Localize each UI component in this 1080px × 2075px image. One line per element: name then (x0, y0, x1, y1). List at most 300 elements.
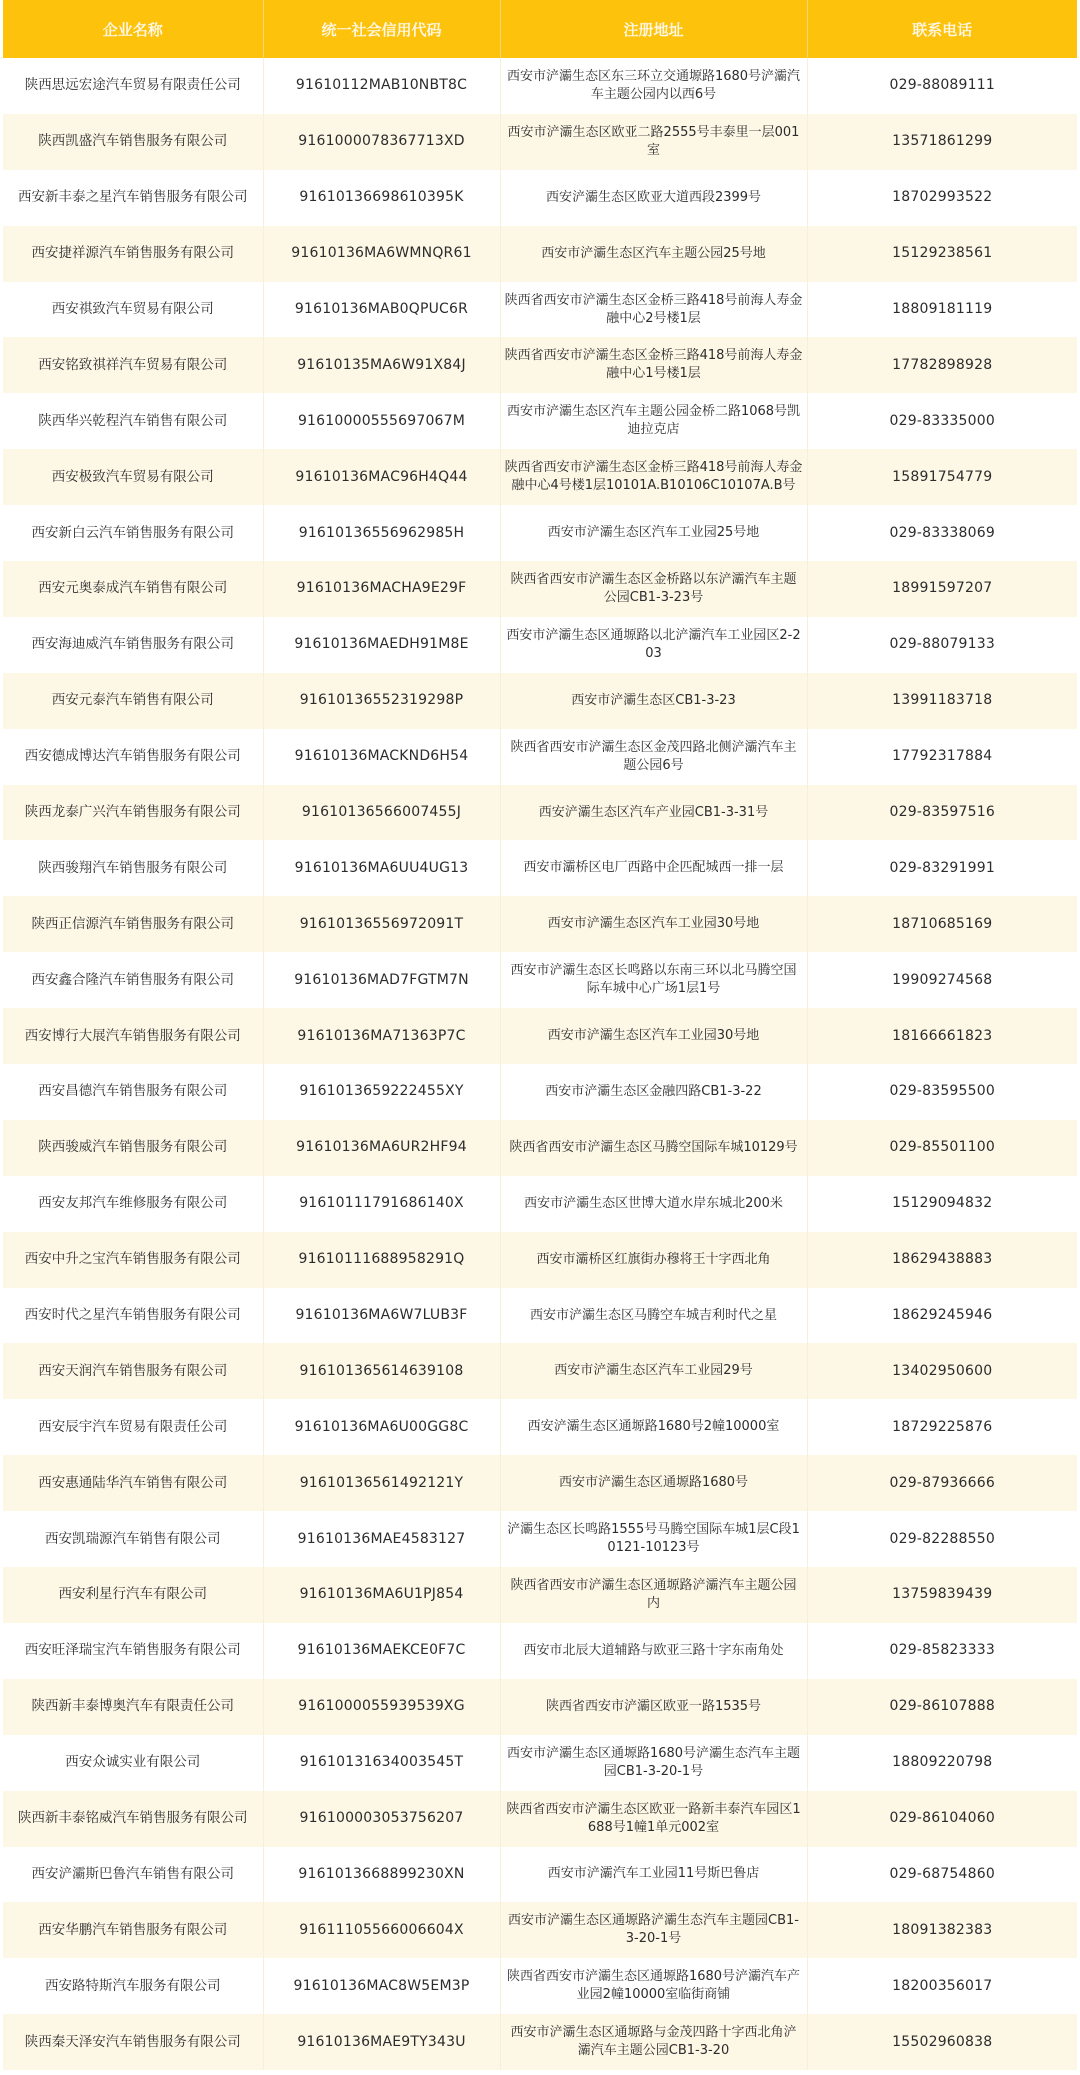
address-cell-text: 西安浐灞生态区通塬路1680号2幢10000室 (527, 1419, 780, 1435)
credit-code-cell (263, 952, 500, 1008)
table-header (3, 0, 1077, 58)
phone-cell (807, 673, 1077, 729)
phone-cell-text: 15129094832 (892, 1195, 993, 1212)
address-cell-text: 陕西省西安市浐灞区欧亚一路1535号 (545, 1698, 762, 1714)
credit-code-cell-text: 9161013668899230XN (298, 1865, 465, 1882)
company-name-cell (3, 1288, 263, 1344)
phone-cell (807, 1735, 1077, 1791)
company-name-cell-text: 西安昌德汽车销售服务有限公司 (38, 1083, 228, 1100)
table-row (3, 840, 1077, 896)
table-row (3, 1623, 1077, 1679)
address-cell (500, 896, 807, 952)
table-row (3, 1008, 1077, 1064)
credit-code-cell-text: 91610136566007455J (301, 804, 462, 821)
phone-cell (807, 1399, 1077, 1455)
phone-cell (807, 840, 1077, 896)
address-cell-text: 西安市浐灞生态区通塬路1680号 (558, 1475, 749, 1491)
credit-code-cell-text: 9161000078367713XD (298, 133, 465, 150)
address-cell (500, 58, 807, 114)
phone-cell-text: 17792317884 (892, 748, 993, 765)
company-name-cell (3, 1623, 263, 1679)
phone-cell-text: 029-88089111 (889, 77, 995, 94)
phone-cell (807, 282, 1077, 338)
credit-code-cell-text: 91610136MA6U00GG8C (294, 1418, 469, 1435)
company-name-cell (3, 1343, 263, 1399)
company-name-cell-text: 西安辰宇汽车贸易有限责任公司 (38, 1418, 228, 1435)
credit-code-cell-text: 91610136MAC8W5EM3P (293, 1977, 470, 1994)
credit-code-cell-text: 91610111791686140X (299, 1195, 464, 1212)
credit-code-cell-text: 91610136MACKND6H54 (294, 748, 469, 765)
phone-cell (807, 58, 1077, 114)
credit-code-cell (263, 617, 500, 673)
address-cell-text: 陕西省西安市浐灞生态区金桥路以东浐灞汽车主题公园CB1-3-23号 (510, 571, 797, 605)
company-name-cell (3, 1567, 263, 1623)
phone-cell-text: 18710685169 (892, 915, 993, 932)
table-row (3, 505, 1077, 561)
address-cell (500, 561, 807, 617)
credit-code-cell-text: 916100003053756207 (299, 1810, 464, 1827)
phone-cell (807, 1511, 1077, 1567)
address-cell (500, 673, 807, 729)
credit-code-cell-text: 91610136MAEDH91M8E (294, 636, 469, 653)
company-name-cell-text: 西安旺泽瑞宝汽车销售服务有限公司 (24, 1642, 241, 1659)
address-cell (500, 952, 807, 1008)
phone-cell (807, 226, 1077, 282)
phone-cell-text: 17782898928 (892, 356, 993, 373)
header-address: 注册地址 (500, 0, 807, 58)
company-name-cell-text: 西安中升之宝汽车销售服务有限公司 (24, 1251, 241, 1268)
table-row (3, 2014, 1077, 2070)
company-name-cell-text: 西安友邦汽车维修服务有限公司 (38, 1195, 228, 1212)
phone-cell (807, 1064, 1077, 1120)
phone-cell-text: 13571861299 (892, 133, 993, 150)
table-row (3, 1511, 1077, 1567)
header-credit-code: 统一社会信用代码 (263, 0, 500, 58)
address-cell (500, 1120, 807, 1176)
phone-cell-text: 18702993522 (892, 189, 993, 206)
address-cell-text: 西安市浐灞生态区马腾空车城吉利时代之星 (529, 1307, 777, 1323)
address-cell-text: 西安市浐灞生态区汽车工业园30号地 (547, 916, 760, 932)
address-cell (500, 282, 807, 338)
phone-cell (807, 2014, 1077, 2070)
company-name-cell (3, 952, 263, 1008)
phone-cell-text: 029-87936666 (889, 1474, 995, 1491)
address-cell (500, 1735, 807, 1791)
address-cell-text: 陕西省西安市浐灞生态区金茂四路北侧浐灞汽车主题公园6号 (510, 739, 797, 773)
phone-cell (807, 617, 1077, 673)
credit-code-cell (263, 840, 500, 896)
credit-code-cell-text: 91610136MA6UU4UG13 (294, 859, 469, 876)
company-name-cell-text: 陕西凯盛汽车销售服务有限公司 (38, 133, 228, 150)
address-cell (500, 1008, 807, 1064)
phone-cell (807, 561, 1077, 617)
credit-code-cell (263, 170, 500, 226)
table-row (3, 1064, 1077, 1120)
credit-code-cell-text: 9161000055939539XG (298, 1698, 465, 1715)
phone-cell (807, 1120, 1077, 1176)
credit-code-cell-text: 91610136MA6W7LUB3F (295, 1307, 468, 1324)
company-name-cell (3, 617, 263, 673)
address-cell (500, 1623, 807, 1679)
phone-cell (807, 896, 1077, 952)
table-row (3, 1399, 1077, 1455)
company-name-cell-text: 西安祺致汽车贸易有限公司 (51, 301, 214, 317)
company-name-cell-text: 陕西新丰泰铭威汽车销售服务有限公司 (18, 1810, 248, 1827)
company-name-cell-text: 陕西骏翔汽车销售服务有限公司 (38, 859, 228, 876)
address-cell (500, 617, 807, 673)
credit-code-cell (263, 2014, 500, 2070)
company-name-cell-text: 西安华鹏汽车销售服务有限公司 (38, 1921, 228, 1938)
phone-cell (807, 170, 1077, 226)
table-row (3, 1791, 1077, 1847)
credit-code-cell (263, 1343, 500, 1399)
table-row (3, 1288, 1077, 1344)
credit-code-cell (263, 505, 500, 561)
company-name-cell-text: 陕西正信源汽车销售服务有限公司 (31, 915, 234, 932)
credit-code-cell (263, 1791, 500, 1847)
phone-cell-text: 029-82288550 (889, 1530, 995, 1547)
address-cell-text: 西安市浐灞生态区欧亚二路2555号丰泰里一层001室 (507, 124, 800, 158)
company-name-cell (3, 1679, 263, 1735)
address-cell-text: 陕西省西安市浐灞生态区金桥三路418号前海人寿金融中心1号楼1层 (504, 348, 803, 382)
phone-cell (807, 1902, 1077, 1958)
credit-code-cell-text: 91611105566006604X (299, 1921, 464, 1938)
address-cell-text: 西安市浐灞生态区汽车主题公园25号地 (541, 245, 766, 261)
header-company-name: 企业名称 (3, 0, 263, 58)
company-name-cell (3, 226, 263, 282)
credit-code-cell (263, 226, 500, 282)
credit-code-cell (263, 1455, 500, 1511)
company-name-cell-text: 西安天润汽车销售服务有限公司 (38, 1362, 228, 1379)
phone-cell-text: 18991597207 (892, 580, 993, 597)
credit-code-cell (263, 1064, 500, 1120)
address-cell (500, 505, 807, 561)
address-cell (500, 729, 807, 785)
credit-code-cell-text: 916101365614639108 (299, 1362, 464, 1379)
company-name-cell (3, 785, 263, 841)
credit-code-cell (263, 1176, 500, 1232)
address-cell (500, 840, 807, 896)
credit-code-cell (263, 393, 500, 449)
table-row (3, 1735, 1077, 1791)
address-cell (500, 1791, 807, 1847)
company-name-cell (3, 337, 263, 393)
company-name-cell (3, 729, 263, 785)
company-name-cell-text: 陕西华兴乾程汽车销售有限公司 (38, 412, 228, 429)
credit-code-cell-text: 91610136MAEKCE0F7C (297, 1642, 466, 1659)
phone-cell (807, 393, 1077, 449)
table-row (3, 1847, 1077, 1903)
credit-code-cell-text: 9161013659222455XY (299, 1083, 464, 1100)
address-cell-text: 西安市灞桥区红旗街办穆将王十字西北角 (536, 1251, 771, 1267)
phone-cell (807, 114, 1077, 170)
phone-cell-text: 029-83595500 (889, 1083, 995, 1100)
address-cell-text: 西安市浐灞生态区汽车工业园25号地 (547, 525, 760, 541)
company-name-cell (3, 1958, 263, 2014)
table-row (3, 1567, 1077, 1623)
company-name-cell (3, 1511, 263, 1567)
credit-code-cell-text: 91610136MAD7FGTM7N (294, 971, 469, 988)
address-cell-text: 西安市浐灞生态区通塬路1680号浐灞生态汽车主题园CB1-3-20-1号 (506, 1745, 801, 1779)
company-name-cell-text: 西安铭致祺祥汽车贸易有限公司 (38, 356, 228, 373)
company-name-cell-text: 陕西龙泰广兴汽车销售服务有限公司 (24, 804, 241, 821)
company-name-cell (3, 1120, 263, 1176)
credit-code-cell (263, 1120, 500, 1176)
table-row (3, 673, 1077, 729)
phone-cell-text: 18729225876 (892, 1418, 993, 1435)
company-name-cell (3, 1008, 263, 1064)
address-cell-text: 西安市浐灞生态区世博大道水岸东城北200米 (524, 1195, 783, 1211)
address-cell-text: 西安市浐灞生态区汽车工业园29号 (554, 1363, 753, 1379)
phone-cell-text: 18166661823 (892, 1027, 993, 1044)
credit-code-cell-text: 91610136MAE4583127 (297, 1530, 466, 1547)
credit-code-cell-text: 91610136MAB0QPUC6R (294, 301, 469, 317)
credit-code-cell (263, 58, 500, 114)
company-name-cell-text: 西安德成博达汽车销售服务有限公司 (24, 748, 241, 765)
phone-cell (807, 785, 1077, 841)
credit-code-cell-text: 91610136561492121Y (299, 1474, 464, 1491)
company-name-cell (3, 1399, 263, 1455)
phone-cell (807, 1176, 1077, 1232)
credit-code-cell-text: 91610135MA6W91X84J (297, 356, 466, 373)
address-cell (500, 114, 807, 170)
credit-code-cell-text: 91610112MAB10NBT8C (295, 77, 468, 94)
company-name-cell (3, 1232, 263, 1288)
credit-code-cell-text: 91610136MA6UR2HF94 (296, 1139, 467, 1156)
phone-cell-text: 18629245946 (892, 1307, 993, 1324)
credit-code-cell (263, 1679, 500, 1735)
company-name-cell-text: 西安新白云汽车销售服务有限公司 (31, 524, 234, 541)
company-name-cell (3, 58, 263, 114)
phone-cell-text: 029-83335000 (889, 412, 995, 429)
address-cell (500, 1064, 807, 1120)
company-name-cell-text: 西安路特斯汽车服务有限公司 (45, 1977, 221, 1994)
address-cell (500, 1679, 807, 1735)
table-row (3, 1455, 1077, 1511)
table-row (3, 1120, 1077, 1176)
company-name-cell-text: 西安鑫合隆汽车销售服务有限公司 (31, 971, 234, 988)
table-body (3, 58, 1077, 2070)
company-name-cell (3, 282, 263, 338)
company-name-cell (3, 505, 263, 561)
table-row (3, 393, 1077, 449)
company-name-cell-text: 西安时代之星汽车销售服务有限公司 (24, 1307, 241, 1324)
company-name-cell (3, 393, 263, 449)
table-row (3, 617, 1077, 673)
company-name-cell (3, 1176, 263, 1232)
credit-code-cell (263, 1232, 500, 1288)
phone-cell-text: 13402950600 (892, 1362, 993, 1379)
phone-cell-text: 029-85501100 (889, 1139, 995, 1156)
credit-code-cell (263, 1288, 500, 1344)
address-cell (500, 1902, 807, 1958)
company-name-cell (3, 2014, 263, 2070)
table-row (3, 114, 1077, 170)
address-cell (500, 170, 807, 226)
phone-cell-text: 18809181119 (892, 301, 993, 317)
company-name-cell-text: 西安浐灞斯巴鲁汽车销售有限公司 (31, 1865, 234, 1882)
phone-cell (807, 1343, 1077, 1399)
company-name-cell (3, 673, 263, 729)
address-cell (500, 2014, 807, 2070)
company-name-cell (3, 1847, 263, 1903)
phone-cell (807, 449, 1077, 505)
phone-cell (807, 505, 1077, 561)
company-name-cell-text: 西安海迪威汽车销售服务有限公司 (31, 636, 234, 653)
credit-code-cell (263, 1623, 500, 1679)
credit-code-cell-text: 91610136MACHA9E29F (296, 580, 467, 597)
phone-cell (807, 1008, 1077, 1064)
address-cell (500, 226, 807, 282)
phone-cell-text: 029-88079133 (889, 636, 995, 653)
address-cell-text: 陕西省西安市浐灞生态区通塬路浐灞汽车主题公园内 (510, 1577, 797, 1611)
address-cell-text: 西安市北辰大道辅路与欧亚三路十字东南角处 (523, 1642, 784, 1658)
company-name-cell (3, 1735, 263, 1791)
address-cell-text: 西安市浐灞生态区长鸣路以东南三环以北马腾空国际车城中心广场1层1号 (510, 963, 797, 997)
dealer-table (3, 0, 1077, 2070)
phone-cell (807, 1567, 1077, 1623)
company-name-cell (3, 1902, 263, 1958)
credit-code-cell-text: 91610131634003545T (299, 1754, 464, 1771)
company-name-cell (3, 1791, 263, 1847)
phone-cell (807, 337, 1077, 393)
phone-cell (807, 1232, 1077, 1288)
credit-code-cell-text: 91610136MA6WMNQR61 (291, 245, 472, 262)
address-cell (500, 1567, 807, 1623)
table-row (3, 1958, 1077, 2014)
table-row (3, 170, 1077, 226)
address-cell (500, 785, 807, 841)
phone-cell (807, 1679, 1077, 1735)
table-row (3, 785, 1077, 841)
credit-code-cell (263, 1958, 500, 2014)
credit-code-cell (263, 114, 500, 170)
address-cell (500, 1343, 807, 1399)
address-cell-text: 西安市浐灞生态区东三环立交通塬路1680号浐灞汽车主题公园内以西6号 (506, 68, 801, 102)
company-name-cell (3, 561, 263, 617)
address-cell (500, 1176, 807, 1232)
company-name-cell-text: 陕西新丰泰博奥汽车有限责任公司 (31, 1698, 234, 1715)
phone-cell (807, 1288, 1077, 1344)
credit-code-cell (263, 1511, 500, 1567)
company-name-cell-text: 西安元奥泰成汽车销售有限公司 (38, 580, 228, 597)
table-row (3, 1343, 1077, 1399)
phone-cell-text: 15129238561 (892, 245, 993, 262)
table-row (3, 1176, 1077, 1232)
credit-code-cell-text: 91610136MAC96H4Q44 (295, 468, 468, 485)
table-row (3, 1902, 1077, 1958)
company-name-cell-text: 西安利星行汽车有限公司 (58, 1586, 207, 1603)
address-cell-text: 西安市浐灞生态区通塬路浐灞生态汽车主题园CB1-3-20-1号 (508, 1913, 799, 1947)
company-name-cell (3, 896, 263, 952)
address-cell-text: 陕西省西安市浐灞生态区马腾空国际车城10129号 (509, 1139, 798, 1155)
company-name-cell-text: 西安极致汽车贸易有限公司 (51, 468, 214, 485)
address-cell-text: 西安市浐灞生态区汽车主题公园金桥二路1068号凯迪拉克店 (506, 404, 801, 438)
company-name-cell-text: 西安众诚实业有限公司 (65, 1754, 201, 1771)
phone-cell (807, 1847, 1077, 1903)
credit-code-cell (263, 673, 500, 729)
phone-cell-text: 15891754779 (892, 468, 993, 485)
table-row (3, 226, 1077, 282)
phone-cell-text: 029-86107888 (889, 1698, 995, 1715)
address-cell (500, 1958, 807, 2014)
phone-cell (807, 952, 1077, 1008)
company-name-cell-text: 西安新丰泰之星汽车销售服务有限公司 (18, 189, 248, 206)
company-name-cell-text: 陕西骏威汽车销售服务有限公司 (38, 1139, 228, 1156)
address-cell-text: 西安浐灞生态区汽车产业园CB1-3-31号 (538, 804, 769, 820)
table-row (3, 337, 1077, 393)
table-row (3, 896, 1077, 952)
company-name-cell (3, 114, 263, 170)
credit-code-cell (263, 729, 500, 785)
address-cell-text: 西安市浐灞生态区通塬路以北浐灞汽车工业园区2-203 (506, 627, 801, 661)
company-name-cell-text: 陕西思远宏途汽车贸易有限责任公司 (24, 77, 241, 94)
credit-code-cell (263, 1847, 500, 1903)
credit-code-cell-text: 91610136556972091T (299, 915, 464, 932)
address-cell (500, 449, 807, 505)
credit-code-cell-text: 91610136698610395K (299, 189, 464, 206)
phone-cell-text: 029-68754860 (889, 1865, 995, 1882)
address-cell-text: 陕西省西安市浐灞生态区金桥三路418号前海人寿金融中心4号楼1层10101A.B10106C10107A.B号 (504, 460, 803, 494)
phone-cell-text: 029-83338069 (889, 524, 995, 541)
phone-cell-text: 029-85823333 (889, 1642, 995, 1659)
phone-cell-text: 13991183718 (892, 692, 993, 709)
company-name-cell-text: 西安惠通陆华汽车销售有限公司 (38, 1474, 228, 1491)
phone-cell (807, 729, 1077, 785)
address-cell-text: 西安市浐灞生态区通塬路与金茂四路十字西北角浐灞汽车主题公园CB1-3-20 (510, 2025, 797, 2059)
table-row (3, 58, 1077, 114)
address-cell (500, 1288, 807, 1344)
address-cell-text: 西安市灞桥区电厂西路中企匹配城西一排一层 (523, 860, 784, 876)
company-name-cell (3, 1064, 263, 1120)
table-row (3, 561, 1077, 617)
phone-cell-text: 18629438883 (892, 1251, 993, 1268)
phone-cell-text: 13759839439 (892, 1586, 993, 1603)
credit-code-cell (263, 1567, 500, 1623)
credit-code-cell-text: 91610136MA6U1PJ854 (299, 1586, 464, 1603)
phone-cell-text: 18200356017 (892, 1977, 993, 1994)
credit-code-cell (263, 1902, 500, 1958)
credit-code-cell-text: 91610000555697067M (297, 412, 466, 429)
credit-code-cell (263, 1735, 500, 1791)
company-name-cell-text: 陕西秦天泽安汽车销售服务有限公司 (24, 2033, 241, 2050)
credit-code-cell (263, 896, 500, 952)
address-cell (500, 337, 807, 393)
table-row (3, 729, 1077, 785)
credit-code-cell (263, 282, 500, 338)
credit-code-cell (263, 785, 500, 841)
address-cell (500, 1399, 807, 1455)
address-cell-text: 西安市浐灞生态区金融四路CB1-3-22 (545, 1083, 762, 1099)
phone-cell-text: 18809220798 (892, 1754, 993, 1771)
address-cell (500, 1232, 807, 1288)
credit-code-cell (263, 1008, 500, 1064)
address-cell (500, 393, 807, 449)
header-phone: 联系电话 (807, 0, 1077, 58)
table-row (3, 1679, 1077, 1735)
table-row (3, 952, 1077, 1008)
company-name-cell (3, 840, 263, 896)
address-cell-text: 陕西省西安市浐灞生态区通塬路1680号浐灞汽车产业园2幢10000室临街商铺 (506, 1969, 801, 2003)
address-cell (500, 1847, 807, 1903)
phone-cell-text: 029-83597516 (889, 804, 995, 821)
address-cell (500, 1455, 807, 1511)
table-row (3, 282, 1077, 338)
company-name-cell-text: 西安元泰汽车销售有限公司 (51, 692, 214, 709)
address-cell (500, 1511, 807, 1567)
address-cell-text: 浐灞生态区长鸣路1555号马腾空国际车城1层C段10121-10123号 (507, 1522, 800, 1556)
credit-code-cell (263, 1399, 500, 1455)
